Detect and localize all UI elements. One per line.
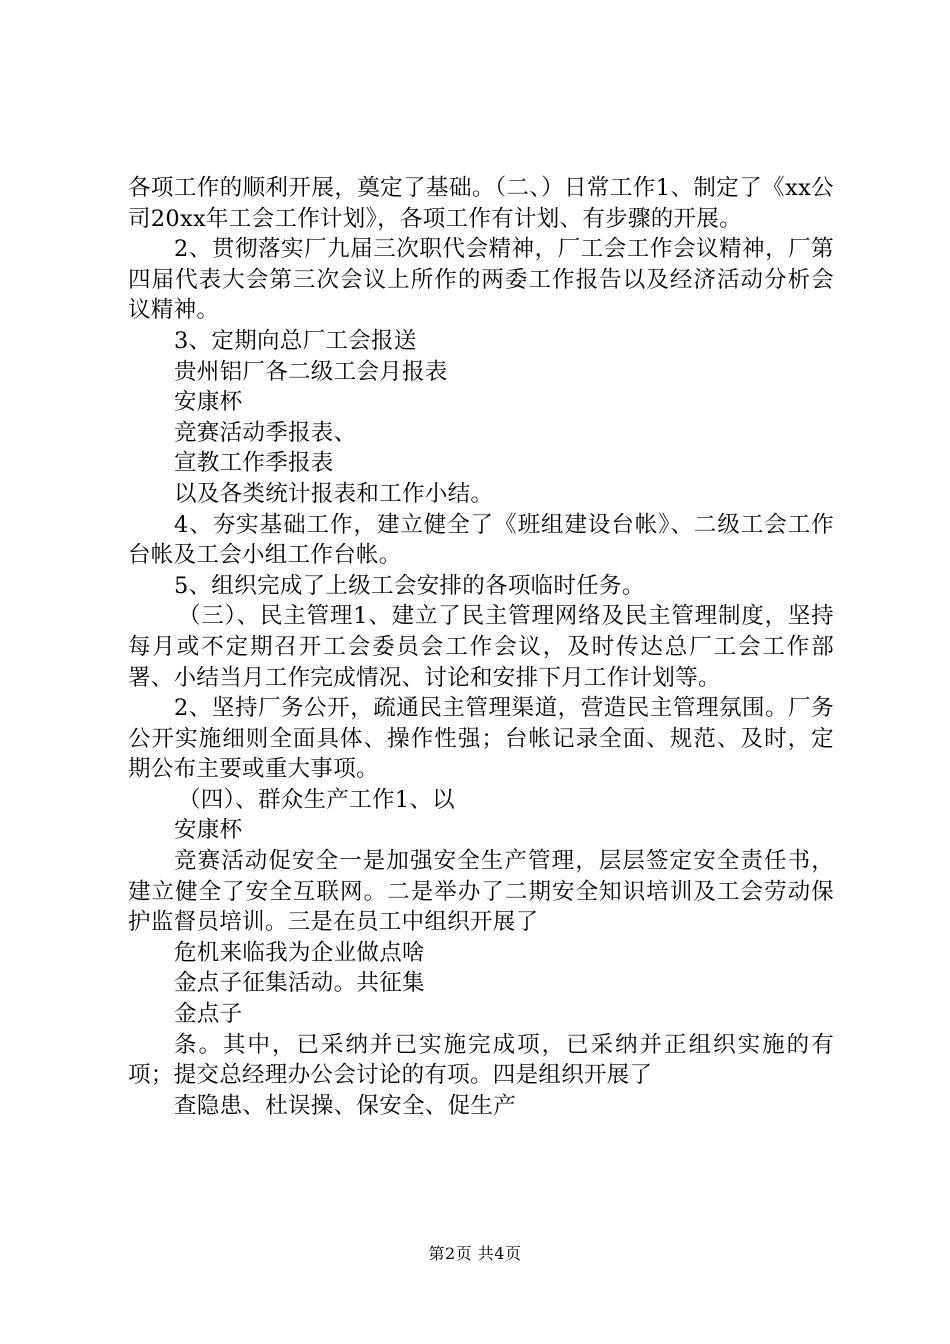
paragraph-11: （三）、民主管理1、建立了民主管理网络及民主管理制度，坚持每月或不定期召开工会委员会工作会议，及时传达总厂工会工作部署、小结当月工作完成情况、讨论和安排下月工作计划等。 [128,603,834,691]
paragraph-8: 以及各类统计报表和工作小结。 [174,480,494,507]
paragraph-13: （四）、群众生产工作1、以 [178,786,455,813]
paragraph-2: 2、贯彻落实厂九届三次职代会精神，厂工会工作会议精神，厂第四届代表大会第三次会议上所作的两委工作报告以及经济活动分析会议精神。 [128,236,834,324]
paragraph-18: 金点子 [174,1001,243,1028]
paragraph-7: 宣教工作季报表 [174,450,334,477]
paragraph-15: 竞赛活动促安全一是加强安全生产管理，层层签定安全责任书，建立健全了安全互联网。二是举办了二期安全知识培训及工会劳动保护监督员培训。三是在员工中组织开展了 [128,848,834,936]
paragraph-3: 3、定期向总厂工会报送 [174,327,417,354]
page-number-footer: 第2页 共4页 [428,1244,522,1263]
paragraph-6: 竞赛活动季报表、 [174,419,357,446]
paragraph-19: 条。其中，已采纳并已实施完成项，已采纳并正组织实施的有项；提交总经理办公会讨论的有项。四是组织开展了 [128,1031,834,1089]
paragraph-10: 5、组织完成了上级工会安排的各项临时任务。 [174,572,645,599]
paragraph-9: 4、夯实基础工作，建立健全了《班组建设台帐》、二级工会工作台帐及工会小组工作台帐。 [128,511,834,569]
paragraph-1: 各项工作的顺利开展，奠定了基础。（二、）日常工作1、制定了《xx公司20xx年工会工作计划》，各项工作有计划、有步骤的开展。 [128,175,834,232]
paragraph-5: 安康杯 [174,389,243,416]
paragraph-20: 查隐患、杜误操、保安全、促生产 [174,1092,517,1119]
paragraph-16: 危机来临我为企业做点啥 [174,939,425,966]
paragraph-14: 安康杯 [174,817,243,844]
document-body [128,173,834,1121]
paragraph-4: 贵州铝厂各二级工会月报表 [174,358,448,385]
paragraph-17: 金点子征集活动。共征集 [174,970,425,997]
paragraph-12: 2、坚持厂务公开，疏通民主管理渠道，营造民主管理氛围。厂务公开实施细则全面具体、操作性强；台帐记录全面、规范、及时，定期公布主要或重大事项。 [128,695,834,783]
